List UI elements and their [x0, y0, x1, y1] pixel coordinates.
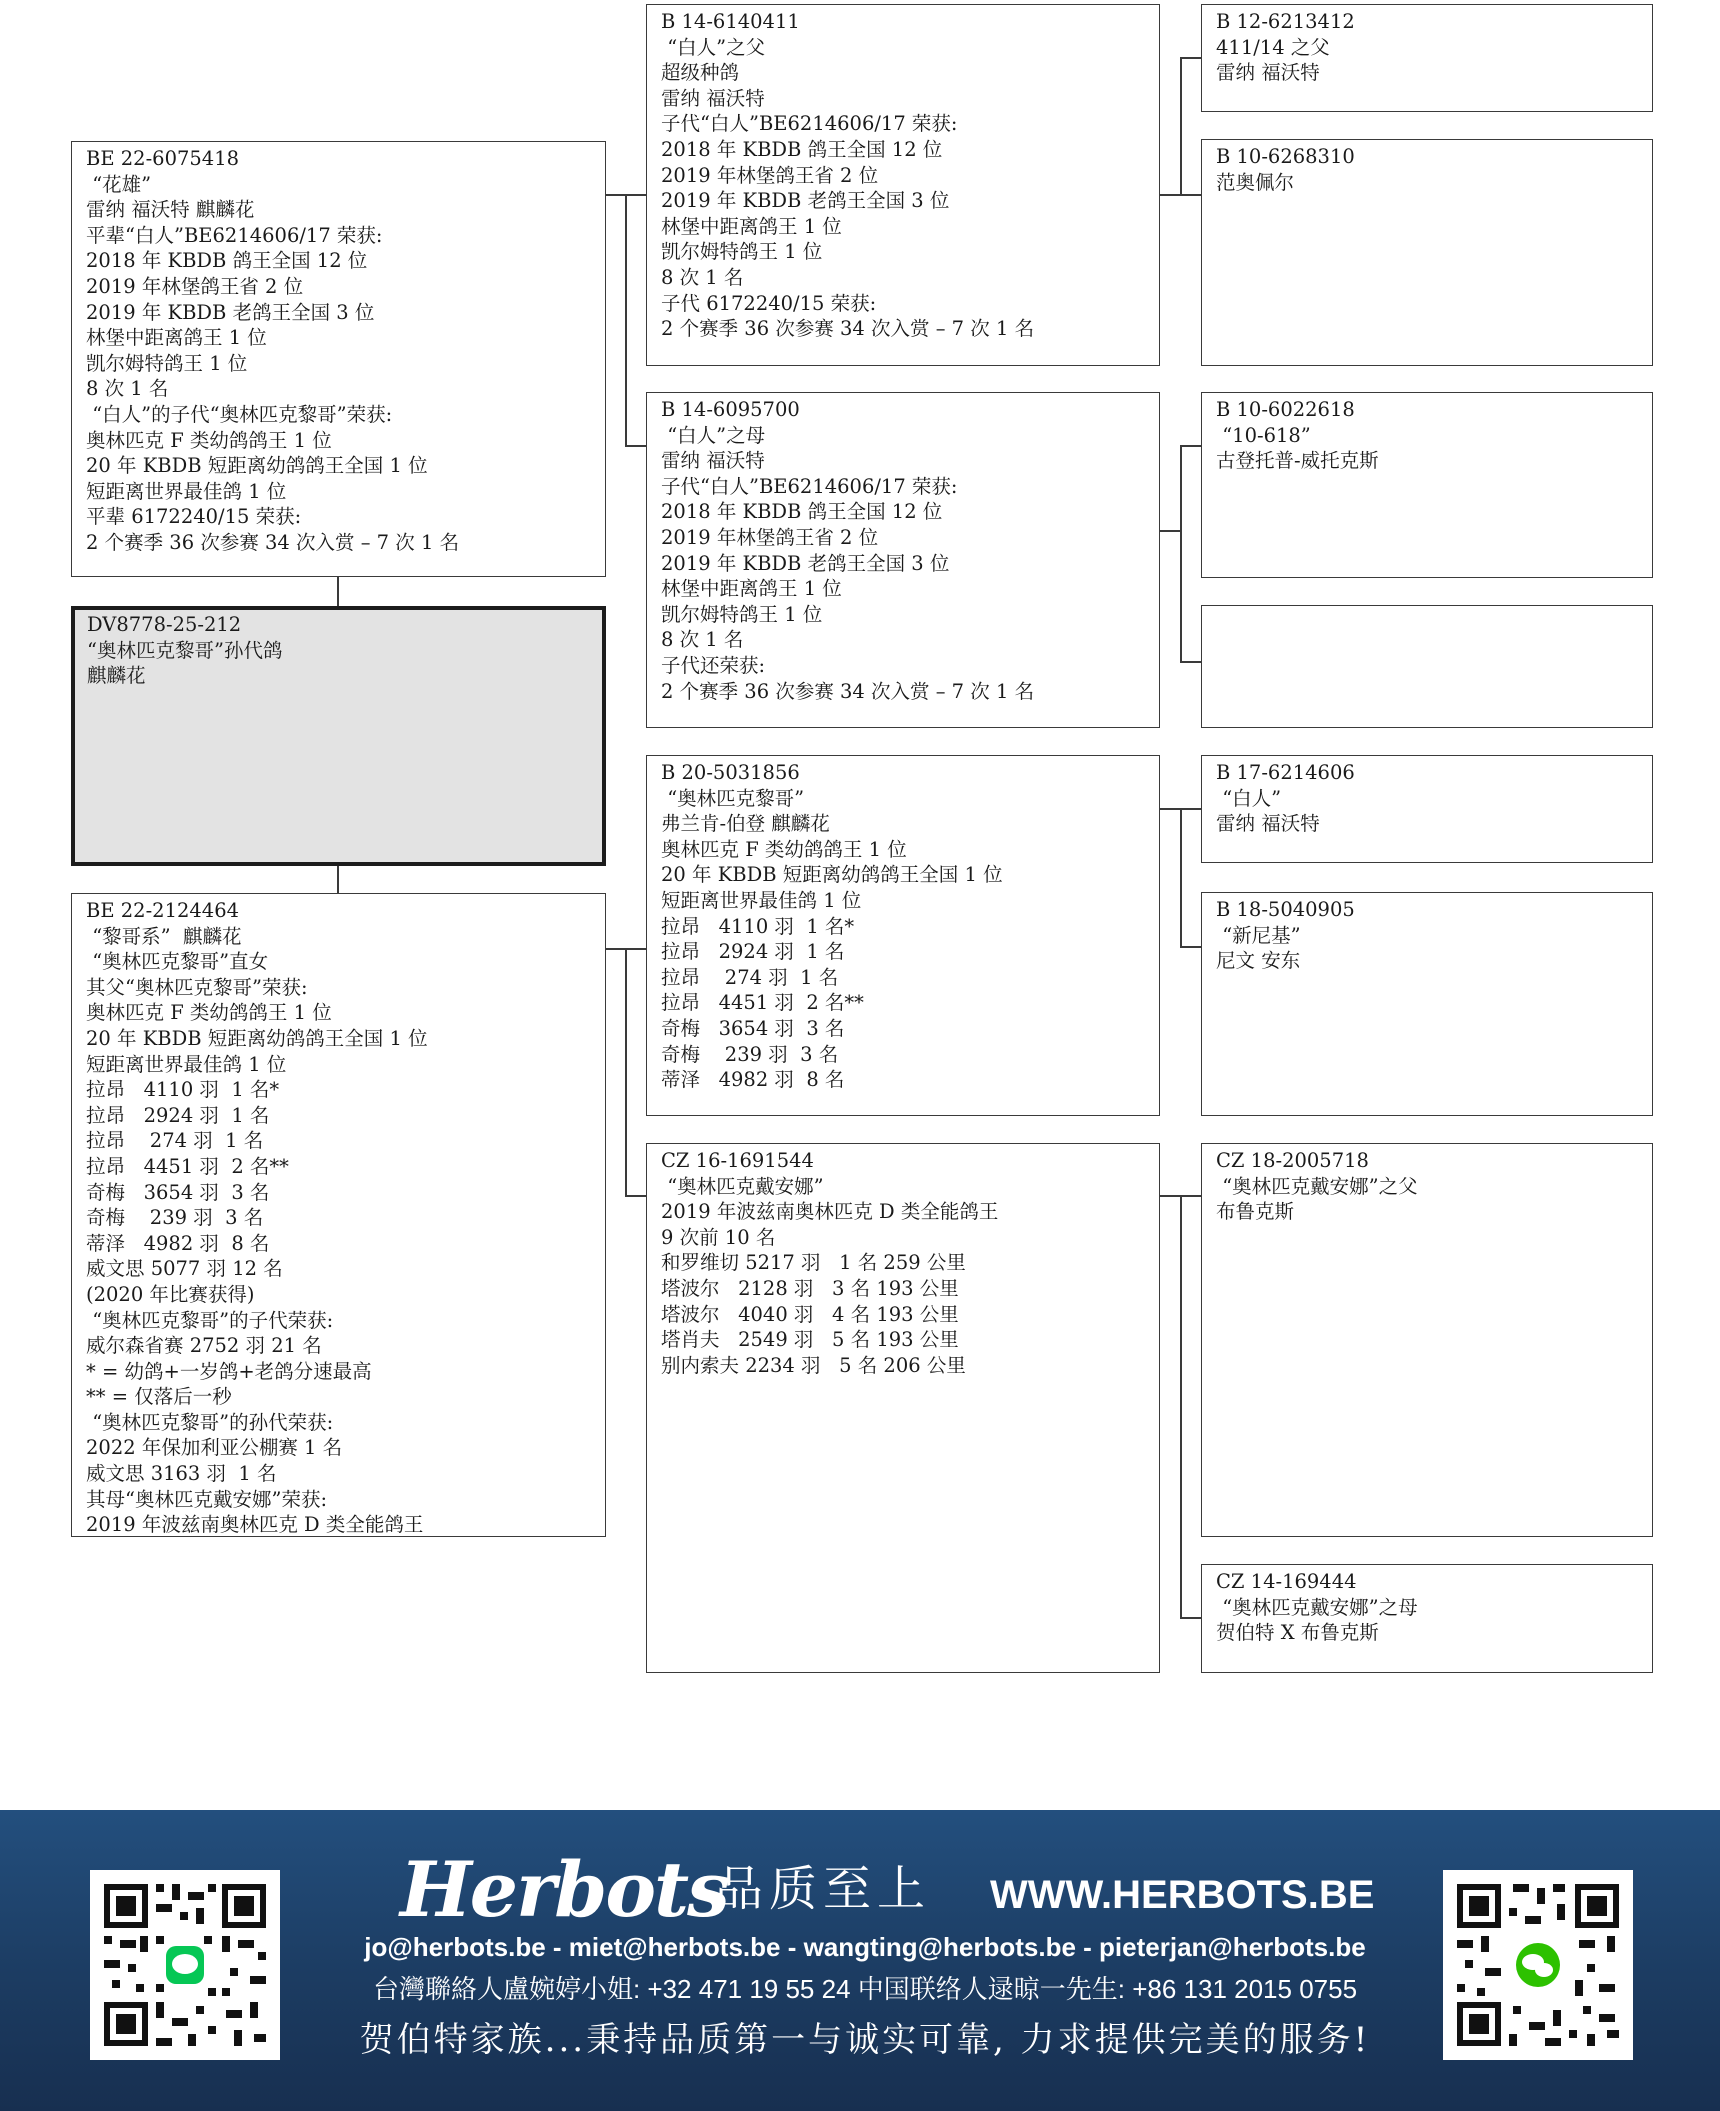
connector-sire-v: [625, 194, 627, 446]
connector-ss-h: [1160, 194, 1181, 196]
card-text-line: 2019 年林堡鸽王省 2 位: [661, 525, 879, 549]
card-text-line: “白人”: [1216, 786, 1282, 810]
ring-number: B 17-6214606: [1216, 761, 1355, 784]
ring-number: BE 22-6075418: [86, 147, 240, 170]
card-text-line: * = 幼鸽+一岁鸽+老鸽分速最高: [86, 1359, 372, 1383]
card-text-line: 2022 年保加利亚公棚赛 1 名: [86, 1436, 343, 1460]
card-text-line: 和罗维切 5217 羽 1 名 259 公里: [661, 1251, 966, 1275]
connector-ds-v: [1180, 808, 1182, 948]
email-addresses[interactable]: jo@herbots.be - miet@herbots.be - wangting@herbots.be - pieterjan@herbots.be: [364, 1932, 1366, 1962]
card-text-line: 2018 年 KBDB 鸽王全国 12 位: [661, 500, 943, 524]
card-text-line: 子代“白人”BE6214606/17 荣获:: [661, 112, 958, 136]
card-text-line: “黎哥系” 麒麟花: [86, 924, 242, 948]
great-grandparent-card-3: [1201, 392, 1653, 578]
card-text-line: 2 个赛季 36 次参赛 34 次入赏 – 7 次 1 名: [86, 530, 460, 554]
card-text-line: 2019 年林堡鸽王省 2 位: [661, 163, 879, 187]
ring-number: B 14-6140411: [661, 10, 800, 33]
card-text-line: 拉昂 4451 羽 2 名**: [661, 991, 864, 1015]
connector-dd-to-g8: [1180, 1617, 1201, 1619]
card-text-line: 贺伯特 X 布鲁克斯: [1216, 1621, 1379, 1645]
card-text-line: 8 次 1 名: [661, 265, 744, 289]
card-text-line: 411/14 之父: [1216, 35, 1330, 59]
footer-banner: [0, 1810, 1720, 2111]
great-grandparent-card-2: [1201, 139, 1653, 366]
card-text-line: 拉昂 2924 羽 1 名: [661, 940, 845, 964]
ring-number: B 10-6022618: [1216, 398, 1355, 421]
card-text-line: “奥林匹克戴安娜”之母: [1216, 1595, 1418, 1619]
card-text-line: 超级种鸽: [661, 61, 740, 85]
subject-card: [71, 606, 606, 866]
card-text-line: 子代 6172240/15 荣获:: [661, 291, 877, 315]
card-text-line: 2 个赛季 36 次参赛 34 次入赏 – 7 次 1 名: [661, 317, 1035, 341]
card-text-line: 凯尔姆特鸽王 1 位: [661, 240, 823, 264]
card-text-line: 雷纳 福沃特: [661, 86, 765, 110]
card-text-line: 范奥佩尔: [1216, 170, 1295, 194]
card-text-line: 奥林匹克 F 类幼鸽鸽王 1 位: [86, 1001, 332, 1025]
tagline-text: 贺伯特家族...秉持品质第一与诚实可靠, 力求提供完美的服务!: [359, 2020, 1371, 2060]
great-grandparent-card-6: [1201, 892, 1653, 1116]
great-grandparent-card-4: [1201, 605, 1653, 728]
dam-sire-card: [646, 755, 1160, 1116]
connector-ds-h: [1160, 808, 1181, 810]
ring-number: CZ 16-1691544: [661, 1149, 814, 1172]
connector-sd-to-g3: [1180, 445, 1201, 447]
card-text-line: “奥林匹克黎哥”的孙代荣获:: [86, 1410, 334, 1434]
card-text-line: 雷纳 福沃特 麒麟花: [86, 198, 255, 222]
card-text-line: 其母“奥林匹克戴安娜”荣获:: [86, 1487, 328, 1511]
card-text-line: 塔波尔 2128 羽 3 名 193 公里: [661, 1276, 959, 1300]
card-text-line: 短距离世界最佳鸽 1 位: [86, 479, 287, 503]
card-text-line: “奥林匹克黎哥”的子代荣获:: [86, 1308, 334, 1332]
card-text-line: 威尔森省赛 2752 羽 21 名: [86, 1334, 322, 1358]
great-grandparent-card-5: [1201, 755, 1653, 863]
ring-number: CZ 14-169444: [1216, 1570, 1357, 1593]
card-text-line: 蒂泽 4982 羽 8 名: [86, 1231, 270, 1255]
sire-card: [71, 141, 606, 577]
card-text-line: 别内索夫 2234 羽 5 名 206 公里: [661, 1353, 966, 1377]
card-text-line: 9 次前 10 名: [661, 1225, 776, 1249]
connector-dd-to-g7: [1180, 1195, 1201, 1197]
connector-dam-to-ds: [625, 948, 646, 950]
ring-number: CZ 18-2005718: [1216, 1149, 1369, 1172]
ring-number: B 14-6095700: [661, 398, 800, 421]
connector-ss-v: [1180, 57, 1182, 196]
card-text-line: 奇梅 3654 羽 3 名: [86, 1180, 270, 1204]
card-text-line: “奥林匹克黎哥”孙代鸽: [87, 638, 283, 662]
card-text-line: (2020 年比赛获得): [86, 1282, 255, 1306]
connector-dd-h: [1160, 1195, 1181, 1197]
connector-sd-to-g4: [1180, 661, 1201, 663]
card-text-line: “花雄”: [86, 172, 152, 196]
great-grandparent-card-1: [1201, 4, 1653, 112]
connector-dam-to-dd: [625, 1195, 646, 1197]
card-text-line: 奥林匹克 F 类幼鸽鸽王 1 位: [661, 837, 907, 861]
card-text-line: 雷纳 福沃特: [661, 449, 765, 473]
card-text-line: 8 次 1 名: [661, 628, 744, 652]
card-text-line: 平辈 6172240/15 荣获:: [86, 505, 302, 529]
card-text-line: “奥林匹克戴安娜”: [661, 1174, 824, 1198]
card-text-line: 林堡中距离鸽王 1 位: [661, 214, 842, 238]
sire-sire-card: [646, 4, 1160, 366]
card-text-line: “白人”的子代“奥林匹克黎哥”荣获:: [86, 402, 393, 426]
connector-sire-to-ss: [625, 194, 646, 196]
connector-dam-h: [606, 948, 626, 950]
card-text-line: 拉昂 274 羽 1 名: [661, 965, 839, 989]
card-text-line: 短距离世界最佳鸽 1 位: [661, 888, 862, 912]
card-text-line: 20 年 KBDB 短距离幼鸽鸽王全国 1 位: [86, 454, 428, 478]
card-text-line: 尼文 安东: [1216, 949, 1301, 973]
card-text-line: 拉昂 4451 羽 2 名**: [86, 1154, 289, 1178]
connector-sd-v: [1180, 445, 1182, 663]
card-text-line: 2019 年 KBDB 老鸽王全国 3 位: [86, 300, 375, 324]
herbots-logo[interactable]: Herbots: [400, 1845, 728, 1934]
card-text-line: 拉昂 4110 羽 1 名*: [661, 914, 855, 938]
card-text-line: 2 个赛季 36 次参赛 34 次入赏 – 7 次 1 名: [661, 679, 1035, 703]
card-text-line: 奥林匹克 F 类幼鸽鸽王 1 位: [86, 428, 332, 452]
ring-number: B 10-6268310: [1216, 145, 1355, 168]
card-text-line: 奇梅 239 羽 3 名: [86, 1206, 264, 1230]
connector-dam-v: [625, 948, 627, 1196]
ring-number: BE 22-2124464: [86, 899, 240, 922]
card-text-line: “新尼基”: [1216, 923, 1301, 947]
card-text-line: 弗兰肯-伯登 麒麟花: [661, 812, 830, 836]
card-text-line: “奥林匹克黎哥”直女: [86, 950, 269, 974]
connector-subject-dam: [337, 866, 339, 893]
card-text-line: 威文思 3163 羽 1 名: [86, 1462, 277, 1486]
card-text-line: “奥林匹克黎哥”: [661, 786, 805, 810]
card-text-line: 蒂泽 4982 羽 8 名: [661, 1068, 845, 1092]
card-text-line: 威文思 5077 羽 12 名: [86, 1257, 283, 1281]
card-text-line: “10-618”: [1216, 423, 1311, 447]
wechat-qr-code[interactable]: [1443, 1870, 1633, 2060]
line-qr-code[interactable]: [90, 1870, 280, 2060]
card-text-line: 塔波尔 4040 羽 4 名 193 公里: [661, 1302, 959, 1326]
card-text-line: 雷纳 福沃特: [1216, 812, 1320, 836]
card-text-line: 古登托普-威托克斯: [1216, 449, 1379, 473]
contact-phones: 台灣聯絡人盧婉婷小姐: +32 471 19 55 24 中国联络人逯晾一先生: +86 131 2015 0755: [372, 1974, 1358, 2004]
great-grandparent-card-8: [1201, 1564, 1653, 1673]
card-text-line: 2019 年林堡鸽王省 2 位: [86, 274, 304, 298]
connector-ds-to-g6: [1180, 946, 1201, 948]
card-text-line: 平辈“白人”BE6214606/17 荣获:: [86, 223, 383, 247]
card-text-line: 2019 年波兹南奥林匹克 D 类全能鸽王: [661, 1200, 999, 1224]
card-text-line: 林堡中距离鸽王 1 位: [661, 577, 842, 601]
ring-number: B 12-6213412: [1216, 10, 1355, 33]
card-text-line: 凯尔姆特鸽王 1 位: [86, 351, 248, 375]
connector-sire-to-sd: [625, 445, 646, 447]
brand-row: [400, 1845, 1375, 1935]
card-text-line: 子代还荣获:: [661, 653, 766, 677]
slogan-text: 品质至上: [715, 1861, 932, 1917]
connector-ds-to-g5: [1180, 808, 1201, 810]
card-text-line: 林堡中距离鸽王 1 位: [86, 326, 267, 350]
ring-number: DV8778-25-212: [87, 613, 242, 636]
card-text-line: 子代“白人”BE6214606/17 荣获:: [661, 474, 958, 498]
connector-sire-subject: [337, 577, 339, 606]
sire-dam-card: [646, 392, 1160, 728]
card-text-line: 拉昂 2924 羽 1 名: [86, 1103, 270, 1127]
website-link[interactable]: WWW.HERBOTS.BE: [990, 1873, 1375, 1917]
card-text-line: 其父“奥林匹克黎哥”荣获:: [86, 975, 308, 999]
card-text-line: 20 年 KBDB 短距离幼鸽鸽王全国 1 位: [661, 863, 1003, 887]
card-text-line: “奥林匹克戴安娜”之父: [1216, 1174, 1418, 1198]
ring-number: B 18-5040905: [1216, 898, 1355, 921]
card-text-line: 凯尔姆特鸽王 1 位: [661, 602, 823, 626]
card-text-line: 拉昂 274 羽 1 名: [86, 1129, 264, 1153]
card-text-line: 拉昂 4110 羽 1 名*: [86, 1078, 280, 1102]
card-text-line: 麒麟花: [87, 664, 146, 688]
card-text-line: 20 年 KBDB 短距离幼鸽鸽王全国 1 位: [86, 1026, 428, 1050]
card-text-line: 布鲁克斯: [1216, 1200, 1295, 1224]
card-text-line: 8 次 1 名: [86, 377, 169, 401]
connector-sd-h: [1160, 530, 1181, 532]
connector-dd-v: [1180, 1195, 1182, 1618]
great-grandparent-card-7: [1201, 1143, 1653, 1537]
card-text-line: “白人”之母: [661, 423, 766, 447]
card-text-line: 奇梅 3654 羽 3 名: [661, 1016, 845, 1040]
dam-card: [71, 893, 606, 1537]
card-text-line: 塔肖夫 2549 羽 5 名 193 公里: [661, 1328, 959, 1352]
card-text-line: 2018 年 KBDB 鸽王全国 12 位: [86, 249, 368, 273]
wechat-qr-icon: [1443, 1870, 1633, 2060]
connector-ss-to-g1: [1180, 57, 1201, 59]
dam-dam-card: [646, 1143, 1160, 1673]
connector-ss-to-g2: [1180, 194, 1201, 196]
card-text-line: 奇梅 239 羽 3 名: [661, 1042, 839, 1066]
card-text-line: “白人”之父: [661, 35, 766, 59]
card-text-line: 2018 年 KBDB 鸽王全国 12 位: [661, 137, 943, 161]
ring-number: B 20-5031856: [661, 761, 800, 784]
connector-sire-h: [606, 194, 626, 196]
line-qr-icon: [90, 1870, 280, 2060]
card-text-line: 雷纳 福沃特: [1216, 61, 1320, 85]
card-text-line: 2019 年 KBDB 老鸽王全国 3 位: [661, 189, 950, 213]
card-text-line: 2019 年 KBDB 老鸽王全国 3 位: [661, 551, 950, 575]
card-text-line: ** = 仅落后一秒: [86, 1385, 232, 1409]
card-text-line: 短距离世界最佳鸽 1 位: [86, 1052, 287, 1076]
card-text-line: 2019 年波兹南奥林匹克 D 类全能鸽王: [86, 1513, 424, 1537]
